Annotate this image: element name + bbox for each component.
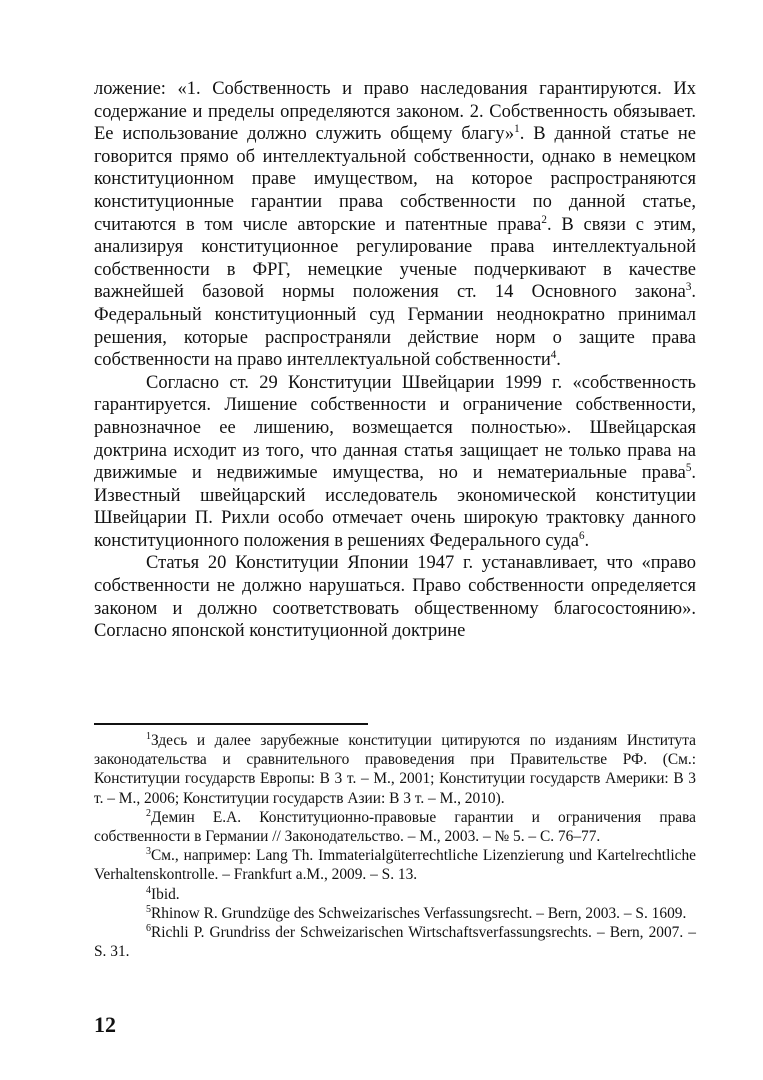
paragraph-3: Статья 20 Конституции Японии 1947 г. устанавливает, что «право собственности не должно нарушаться. Право собственности определяется законом и должно соответствовать общественному благосостоянию». Согласно японской конституционной доктрине [94,553,696,642]
footnote-ref: 2 [541,213,547,226]
footnote-ref: 5 [685,461,692,474]
footnote: $^4$Ibid. [146,884,180,903]
page-number: 12 [94,1012,116,1037]
footnotes [94,731,696,961]
footnote: $^3$См., например: Lang Th. Immaterialgüterrechtliche Lizenzierung und Kartelrechtliche Verhaltenskontrolle. – Frankfurt a.M., 2009. – S. 13. [94,846,696,884]
footnote: $^1$Здесь и далее зарубежные конституции цитируются по изданиям Института законодательства и сравнительного правоведения при Правительстве РФ. (См.: Конституции государств Европы: В 3 т. – М., 2001; Конституции государств Америки: В 3 т. – М., 2006; Конституции государств Азии: В 3 т. – М., 2010). [94,730,696,807]
footnote-ref: 4 [550,348,557,361]
footnote: $^6$Richli P. Grundriss der Schweizarischen Wirtschaftsverfassungsrechts. – Bern, 2007. – S. 31. [94,922,696,961]
footnote-ref: 6 [579,529,585,542]
footnote-ref: 3 [685,281,692,294]
paragraph-1: ложение: «1. Собственность и право наследования гарантируются. Их содержание и пределы определяются законом. 2. Собственность обязывает. Ее использование должно служить общему благу»$^1$. В данной статье не говорится прямо об интеллектуальной собственности, однако в немецком конституционном праве имуществом, на которое распространяются конституционные гарантии права собственности по данной статье, считаются в том числе авторские и патентные права$^2$. В связи с этим, анализируя конституционное регулирование права интеллектуальной собственности в ФРГ, немецкие ученые подчеркивают в качестве важнейшей базовой нормы положения ст. 14 Основного закона$^3$. Федеральный конституционный суд Германии неоднократно принимал решения, которые распространяли действие норм о защите права собственности на право интеллектуальной собственности$^4$. [94,79,696,371]
main-text [94,78,696,643]
paragraph-2: Согласно ст. 29 Конституции Швейцарии 1999 г. «собственность гарантируется. Лишение собственности и ограничение собственности, равнозначное ее лишению, возмещается полностью». Швейцарская доктрина исходит из того, что данная статья защищает не только права на движимые и недвижимые имущества, но и нематериальные права$^5$. Известный швейцарский исследователь экономической конституции Швейцарии П. Рихли особо отмечает очень широкую трактовку данного конституционного положения в решениях Федерального суда$^6$. [94,372,696,551]
footnote: $^2$Демин Е.А. Конституционно-правовые гарантии и ограничения права собственности в Германии // Законодательство. – М., 2003. – № 5. – С. 76–77. [94,807,696,846]
footnote: $^5$Rhinow R. Grundzüge des Schweizarisches Verfassungsrecht. – Bern, 2003. – S. 1609. [146,903,687,922]
footnote-ref: 1 [514,123,520,136]
footnote-separator [94,723,368,725]
